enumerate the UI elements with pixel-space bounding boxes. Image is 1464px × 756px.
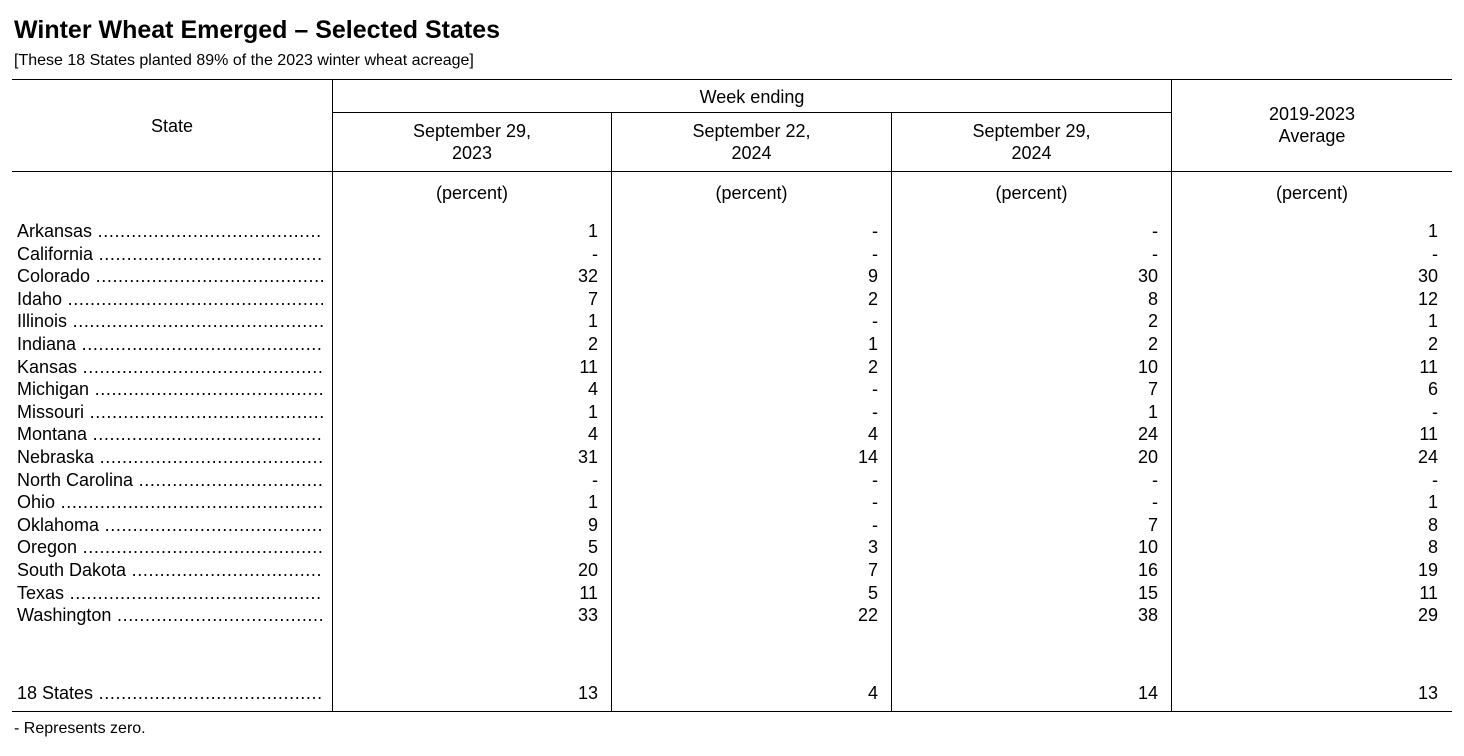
value-2023-sep29: 1 (587, 401, 598, 422)
table-row (0, 401, 1464, 424)
value-2024-sep29: 2 (1147, 333, 1158, 354)
table-top-rule (12, 79, 1452, 80)
col1-unit: (percent) (435, 183, 509, 203)
table-row (0, 356, 1464, 379)
value-2023-sep29: 5 (587, 537, 598, 558)
value-2024-sep22: - (872, 401, 878, 422)
table-row (0, 491, 1464, 514)
value-2023-sep29: 1 (587, 221, 598, 241)
state-name: Texas ..... (17, 582, 323, 605)
value-2023-sep29: 33 (577, 605, 598, 626)
value-2023-sep29: 11 (579, 582, 598, 603)
value-2023-sep29: 32 (577, 266, 598, 287)
value-2023-sep29: - (592, 243, 598, 264)
state-name: Oklahoma ..... (17, 514, 323, 537)
total-row (0, 682, 1464, 705)
table-row (0, 514, 1464, 537)
value-2024-sep29: 7 (1147, 379, 1158, 400)
value-average: 1 (1427, 311, 1438, 332)
value-average: 1 (1427, 492, 1438, 513)
value-2023-sep29: - (592, 469, 598, 490)
table-row (0, 310, 1464, 333)
total-2024-sep22: 4 (867, 683, 878, 703)
table-row (0, 378, 1464, 401)
table-bottom-rule (12, 711, 1452, 712)
value-2024-sep29: 8 (1147, 288, 1158, 309)
state-name: Oregon ..... (17, 536, 323, 559)
table-row (0, 288, 1464, 311)
value-2023-sep29: 11 (579, 356, 598, 377)
header-bottom-rule (12, 171, 1452, 172)
value-average: 8 (1427, 514, 1438, 535)
state-name: Idaho ..... (17, 288, 323, 311)
col2-header: September 22, 2024 (692, 121, 811, 163)
subtitle: [These 18 States planted 89% of the 2023 winter wheat acreage] (14, 52, 474, 69)
value-2024-sep29: 7 (1147, 514, 1158, 535)
value-2023-sep29: 1 (587, 492, 598, 513)
state-name: Nebraska ..... (17, 446, 323, 469)
value-average: - (1432, 469, 1438, 490)
value-2023-sep29: 4 (587, 424, 598, 445)
page-title: Winter Wheat Emerged – Selected States (14, 16, 501, 44)
value-2024-sep29: - (1152, 221, 1158, 241)
value-average: 24 (1417, 446, 1438, 467)
value-2024-sep22: 22 (857, 605, 878, 626)
value-2024-sep29: - (1152, 243, 1158, 264)
value-2024-sep29: - (1152, 492, 1158, 513)
total-row-container (0, 682, 1464, 705)
col3-unit: (percent) (995, 183, 1068, 203)
value-average: 30 (1417, 266, 1438, 287)
total-average: 13 (1417, 683, 1438, 703)
table-row (0, 220, 1464, 243)
value-2024-sep29: - (1152, 469, 1158, 490)
value-2024-sep29: 30 (1137, 266, 1158, 287)
value-2024-sep22: 3 (867, 537, 878, 558)
value-average: - (1432, 401, 1438, 422)
value-2023-sep29: 1 (587, 311, 598, 332)
state-name: Arkansas ..... (17, 220, 323, 243)
value-2024-sep29: 38 (1137, 605, 1158, 626)
table-row (0, 446, 1464, 469)
value-average: 1 (1427, 221, 1438, 241)
value-average: 11 (1419, 424, 1438, 445)
value-2024-sep29: 1 (1147, 401, 1158, 422)
state-header: State (150, 116, 194, 136)
table-body (0, 220, 1464, 627)
table-row (0, 423, 1464, 446)
value-2023-sep29: 4 (587, 379, 598, 400)
value-2024-sep22: - (872, 379, 878, 400)
value-2024-sep29: 15 (1137, 582, 1158, 603)
value-average: 12 (1417, 288, 1438, 309)
value-2024-sep22: 2 (867, 356, 878, 377)
value-2024-sep22: 9 (867, 266, 878, 287)
total-2023-sep29: 13 (577, 683, 598, 703)
value-2024-sep22: - (872, 221, 878, 241)
week-ending-rule (333, 112, 1171, 113)
value-2024-sep22: 5 (867, 582, 878, 603)
table-row (0, 265, 1464, 288)
value-2023-sep29: 7 (587, 288, 598, 309)
state-name: Washington ..... (17, 604, 323, 627)
value-2024-sep22: - (872, 469, 878, 490)
value-2024-sep29: 10 (1137, 356, 1158, 377)
state-name: Ohio ..... (17, 491, 323, 514)
value-2024-sep22: 1 (867, 333, 878, 354)
value-2024-sep29: 10 (1137, 537, 1158, 558)
value-2024-sep22: - (872, 311, 878, 332)
state-name: Montana ..... (17, 423, 323, 446)
value-2024-sep22: - (872, 514, 878, 535)
state-name: North Carolina ..... (17, 469, 323, 492)
value-average: 11 (1419, 356, 1438, 377)
table-row (0, 582, 1464, 605)
value-2023-sep29: 31 (577, 446, 598, 467)
value-average: 11 (1419, 582, 1438, 603)
state-name: California ..... (17, 243, 323, 266)
value-2024-sep22: 4 (867, 424, 878, 445)
value-2024-sep22: - (872, 492, 878, 513)
value-2024-sep29: 16 (1137, 559, 1158, 580)
value-2024-sep22: - (872, 243, 878, 264)
value-2024-sep29: 2 (1147, 311, 1158, 332)
col1-header: September 29, 2023 (412, 121, 532, 163)
value-2023-sep29: 20 (577, 559, 598, 580)
value-2024-sep22: 2 (867, 288, 878, 309)
value-2023-sep29: 2 (587, 333, 598, 354)
state-name: Indiana ..... (17, 333, 323, 356)
value-2024-sep29: 24 (1137, 424, 1158, 445)
value-2024-sep22: 14 (857, 446, 878, 467)
value-2024-sep22: 7 (867, 559, 878, 580)
value-average: 2 (1427, 333, 1438, 354)
col4-unit: (percent) (1275, 183, 1349, 203)
table-row (0, 536, 1464, 559)
value-average: 6 (1427, 379, 1438, 400)
col4-header: 2019-2023 Average (1268, 104, 1356, 146)
table-row (0, 333, 1464, 356)
state-name: Missouri ..... (17, 401, 323, 424)
state-name: Colorado ..... (17, 265, 323, 288)
state-name: South Dakota ..... (17, 559, 323, 582)
value-average: - (1432, 243, 1438, 264)
table-row (0, 559, 1464, 582)
total-label: 18 States ..... (17, 682, 323, 705)
state-name: Kansas ..... (17, 356, 323, 379)
value-2024-sep29: 20 (1137, 446, 1158, 467)
week-ending-header: Week ending (699, 87, 805, 107)
value-2023-sep29: 9 (587, 514, 598, 535)
table-row (0, 243, 1464, 266)
state-name: Illinois ..... (17, 310, 323, 333)
col2-unit: (percent) (715, 183, 788, 203)
col3-header: September 29, 2024 (972, 121, 1091, 163)
total-2024-sep29: 14 (1137, 683, 1158, 703)
state-name: Michigan ..... (17, 378, 323, 401)
table-row (0, 604, 1464, 627)
value-average: 19 (1417, 559, 1438, 580)
footnote: - Represents zero. (14, 720, 146, 737)
value-average: 29 (1417, 605, 1438, 626)
value-average: 8 (1427, 537, 1438, 558)
table-row (0, 469, 1464, 492)
